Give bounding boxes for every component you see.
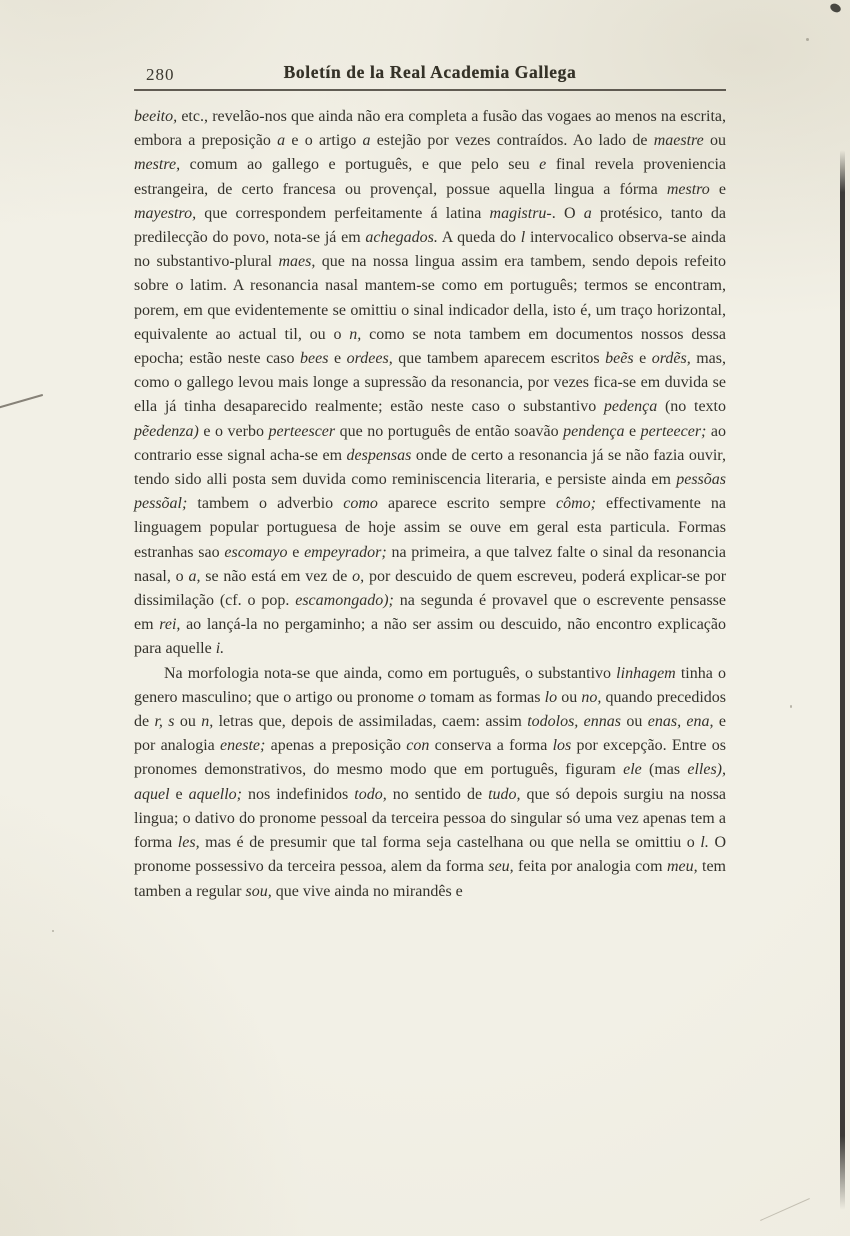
italic-term: seu, <box>488 858 514 876</box>
italic-term: o <box>417 688 426 706</box>
italic-term: lo <box>544 688 558 706</box>
italic-term: e <box>539 156 547 174</box>
italic-term: r, s <box>154 713 175 731</box>
italic-term: i. <box>215 640 225 658</box>
italic-term: bees <box>300 350 329 368</box>
paper-speck <box>790 705 792 708</box>
italic-term: pẽedenza) <box>134 422 199 440</box>
margin-mark <box>0 394 43 410</box>
italic-term: pedença <box>603 398 658 416</box>
italic-term: con <box>406 737 430 755</box>
italic-term: meu, <box>666 858 698 876</box>
page-column <box>134 62 726 904</box>
italic-term: todo, <box>354 785 387 803</box>
binding-shadow <box>840 150 845 1210</box>
italic-term: mestre, <box>134 156 181 174</box>
italic-term: eneste; <box>220 737 266 755</box>
italic-term: elles), <box>687 761 726 779</box>
italic-term: mestro <box>666 180 710 198</box>
italic-term: pendença <box>563 422 625 440</box>
italic-term: despensas <box>346 446 412 464</box>
italic-term: maes, <box>278 253 316 271</box>
italic-term: a <box>583 204 592 222</box>
italic-term: l <box>520 229 526 247</box>
italic-term: todolos, ennas <box>527 713 621 731</box>
paper-speck <box>806 38 809 41</box>
italic-term: a, <box>188 567 201 585</box>
italic-term: l. <box>700 834 709 852</box>
italic-term: como <box>343 495 378 513</box>
italic-term: enas, ena, <box>647 713 714 731</box>
italic-term: magistru- <box>489 204 552 222</box>
journal-title: Boletín de la Real Academia Gallega <box>283 62 577 82</box>
corner-mark <box>760 1198 810 1221</box>
italic-term: ele <box>623 761 642 779</box>
italic-term: escamongado); <box>295 592 394 610</box>
italic-term: linhagem <box>616 664 676 682</box>
italic-term: aquel <box>134 785 170 803</box>
italic-term: ordẽs, <box>651 350 691 368</box>
italic-term: escomayo <box>224 543 288 561</box>
italic-term: cômo; <box>555 495 596 513</box>
italic-term: n, <box>201 713 214 731</box>
page-text <box>134 105 726 904</box>
paper-speck <box>52 930 54 932</box>
italic-term: beeito, <box>134 108 178 125</box>
italic-term: mayestro, <box>134 204 197 222</box>
italic-term: tudo, <box>488 785 521 803</box>
italic-term: pessõas pessõal; <box>134 471 726 513</box>
page-header <box>134 62 726 90</box>
page-number: 280 <box>146 65 175 84</box>
italic-term: les, <box>177 834 200 852</box>
italic-term: o, <box>352 567 365 585</box>
italic-term: perteecer; <box>640 422 707 440</box>
paragraph: Na morfologia nota-se que ainda, como em português, o substantivo linhagem tinha o genero masculino; que o artigo ou pronome o tomam as formas lo ou no, quando precedidos de r, s ou n, letras que, depois de assimiladas, caem: assim todolos, ennas ou enas, ena, e por analogia eneste; apenas a preposição con conserva a forma los por excepção. Entre os pronomes demonstrativos, do mesmo modo que em português, figuram ele (mas elles), aquel e aquello; nos indefinidos todo, no sentido de tudo, que só depois surgiu na nossa lingua; o dativo do pronome pessoal da terceira pessoa do singular só uma vez apenas tem a forma les, mas é de presumir que tal forma seja castelhana ou que nella se omittiu o l. O pronome possessivo da terceira pessoa, alem da forma seu, feita por analogia com meu, tem tamben a regular sou, que vive ainda no mirandês e <box>134 664 727 900</box>
italic-term: empeyrador; <box>304 543 387 561</box>
italic-term: beẽs <box>605 350 634 368</box>
italic-term: a <box>362 132 371 150</box>
paragraph: beeito, etc., revelão-nos que ainda não era completa a fusão das vogaes ao menos na escrita, embora a preposição a e o artigo a estejão por vezes contraídos. Ao lado de maestre ou mestre, comum ao gallego e português, e que pelo seu e final revela proveniencia estrangeira, de certo francesa ou provençal, possue aquella lingua a fórma mestro e mayestro, que correspondem perfeitamente á latina magistru-. O a protésico, tanto da predilecção do povo, nota-se já em achegados. A queda do l intervocalico observa-se ainda no substantivo-plural maes, que na nossa lingua assim era tambem, sendo depois refeito sobre o latim. A resonancia nasal mantem-se como em português; termos se encontram, porem, em que evidentemente se omittiu o sinal indicador della, isto é, um traço horizontal, equivalente ao actual til, ou o n, como se nota tambem em documentos nossos dessa epocha; estão neste caso bees e ordees, que tambem aparecem escritos beẽs e ordẽs, mas, como o gallego levou mais longe a supressão da resonancia, por vezes fica-se em duvida se ella já tinha desaparecido realmente; estão neste caso o substantivo pedença (no texto pẽedenza) e o verbo perteescer que no português de então soavão pendença e perteecer; ao contrario esse signal acha-se em despensas onde de certo a resonancia já se não fazia ouvir, tendo sido alli posta sem duvida como reminiscencia literaria, e persiste ainda em pessõas pessõal; tambem o adverbio como aparece escrito sempre cômo; effectivamente na linguagem popular portuguesa de hoje assim se ouve em geral esta particula. Formas estranhas sao escomayo e empeyrador; na primeira, a que talvez falte o sinal da resonancia nasal, o a, se não está em vez de o, por descuido de quem escreveu, poderá explicar-se por dissimilação (cf. o pop. escamongado); na segunda é provavel que o escrevente pensasse em rei, ao lançá-la no pergaminho; a não ser assim ou descuido, não encontro explicação para aquelle i. <box>134 108 727 658</box>
italic-term: los <box>552 737 572 755</box>
italic-term: sou, <box>245 882 272 900</box>
italic-term: a <box>277 132 286 150</box>
italic-term: aquello; <box>188 785 242 803</box>
italic-term: no, <box>581 688 602 706</box>
italic-term: n, <box>349 325 362 343</box>
header-rule <box>134 89 726 91</box>
italic-term: rei, <box>159 616 181 634</box>
italic-term: perteescer <box>268 422 336 440</box>
binding-speck <box>829 2 842 14</box>
italic-term: maestre <box>653 132 704 150</box>
italic-term: ordees, <box>346 350 393 368</box>
italic-term: achegados. <box>365 229 438 247</box>
